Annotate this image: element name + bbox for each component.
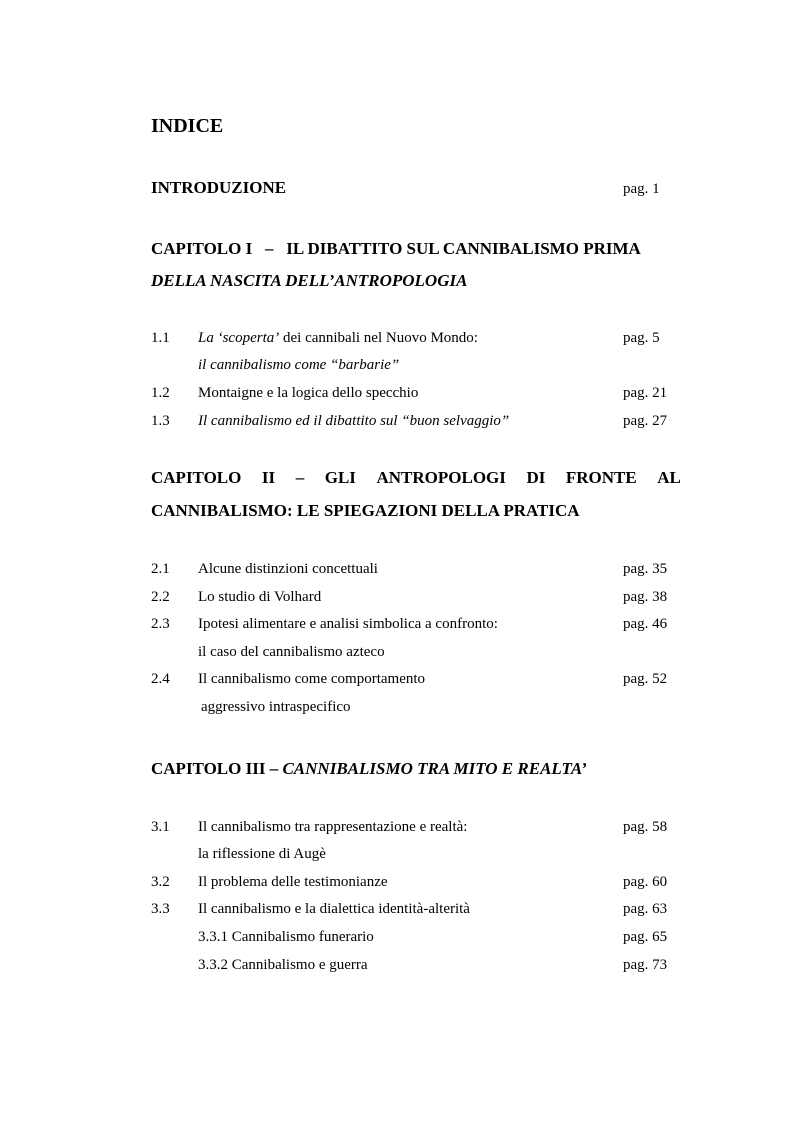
toc-entry-text: Il cannibalismo tra rappresentazione e realtà:	[198, 819, 468, 835]
toc-subentry-page: pag. 73	[623, 957, 668, 973]
toc-subentry-text: 3.3.2 Cannibalismo e guerra	[198, 957, 368, 973]
toc-entry-page: pag. 58	[623, 819, 668, 835]
toc-entry-text: Il cannibalismo e la dialettica identità-alterità	[198, 901, 470, 917]
toc-entry-page: pag. 21	[623, 385, 668, 401]
toc-entry-page: pag. 5	[623, 330, 660, 346]
chapter-3-heading: CAPITOLO III – CANNIBALISMO TRA MITO E REALTA’	[151, 759, 587, 778]
toc-entry-number: 2.3	[151, 616, 170, 632]
toc-entry-number: 3.1	[151, 819, 170, 835]
toc-entry-page: pag. 52	[623, 671, 668, 687]
toc-entry-number: 2.4	[151, 671, 170, 687]
toc-entry-continuation: aggressivo intraspecifico	[201, 699, 351, 715]
toc-entry-number: 1.2	[151, 385, 170, 401]
intro-label: INTRODUZIONE	[151, 178, 287, 197]
chapter-1-heading: CAPITOLO I – IL DIBATTITO SUL CANNIBALISMO PRIMA	[151, 239, 641, 258]
toc-entry-text: Lo studio di Volhard	[198, 589, 322, 605]
toc-entry-number: 3.2	[151, 874, 170, 890]
toc-entry-text: La ‘scoperta’ dei cannibali nel Nuovo Mondo:	[198, 330, 478, 346]
toc-entry-text: Il cannibalismo ed il dibattito sul “buon selvaggio”	[198, 413, 510, 429]
toc-entry-page: pag. 46	[623, 616, 668, 632]
toc-entry-text: Ipotesi alimentare e analisi simbolica a confronto:	[198, 616, 498, 632]
toc-entry-page: pag. 35	[623, 561, 668, 577]
page-title: INDICE	[151, 115, 224, 137]
toc-entry-continuation: il cannibalismo come “barbarie”	[198, 357, 400, 373]
chapter-1-subheading: DELLA NASCITA DELL’ANTROPOLOGIA	[151, 271, 468, 290]
toc-entry-number: 3.3	[151, 901, 170, 917]
chapter-2-heading: CAPITOLO II – GLI ANTROPOLOGI DI FRONTE AL	[151, 468, 681, 487]
toc-entry-continuation: la riflessione di Augè	[198, 846, 326, 862]
intro-page: pag. 1	[623, 181, 660, 197]
toc-entry-number: 2.1	[151, 561, 170, 577]
toc-entry-page: pag. 60	[623, 874, 668, 890]
toc-entry-continuation: il caso del cannibalismo azteco	[198, 644, 385, 660]
toc-entry-number: 1.1	[151, 330, 170, 346]
toc-entry-text: Alcune distinzioni concettuali	[198, 561, 378, 577]
toc-entry-number: 1.3	[151, 413, 170, 429]
toc-entry-text: Il problema delle testimonianze	[198, 874, 388, 890]
toc-entry-page: pag. 27	[623, 413, 668, 429]
chapter-2-subheading: CANNIBALISMO: LE SPIEGAZIONI DELLA PRATICA	[151, 501, 580, 520]
toc-entry-number: 2.2	[151, 589, 170, 605]
toc-subentry-page: pag. 65	[623, 929, 668, 945]
toc-entry-page: pag. 38	[623, 589, 668, 605]
toc-entry-text: Il cannibalismo come comportamento	[198, 671, 426, 687]
toc-subentry-text: 3.3.1 Cannibalismo funerario	[198, 929, 374, 945]
toc-entry-text: Montaigne e la logica dello specchio	[198, 385, 419, 401]
toc-entry-page: pag. 63	[623, 901, 668, 917]
